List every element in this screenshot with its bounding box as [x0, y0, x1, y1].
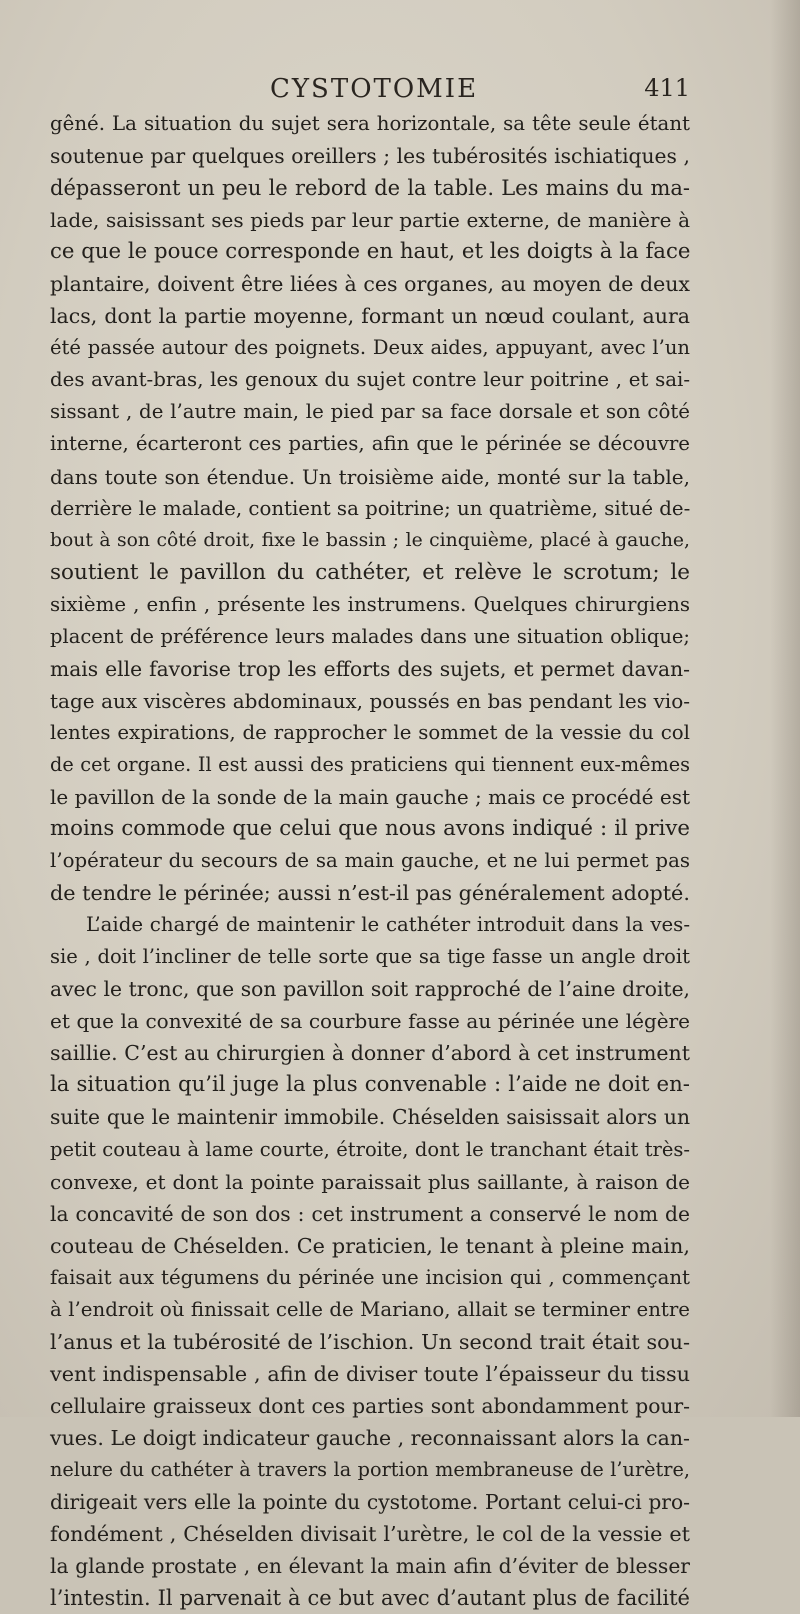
text-line: saillie. C’est au chirurgien à donner d’abord à cet instrument [50, 1041, 690, 1066]
running-title: CYSTOTOMIE [270, 74, 479, 104]
page-header [30, 74, 690, 110]
text-line: la situation qu’il juge la plus convenable : l’aide ne doit en- [50, 1072, 690, 1098]
text-line: dirigeait vers elle la pointe du cystotome. Portant celui-ci pro- [50, 1490, 690, 1515]
text-line: suite que le maintenir immobile. Chéselden saisissait alors un [50, 1105, 690, 1130]
text-line: été passée autour des poignets. Deux aides, appuyant, avec l’un [50, 336, 690, 360]
text-line: lentes expirations, de rapprocher le sommet de la vessie du col [50, 720, 690, 744]
text-line: nelure du cathéter à travers la portion membraneuse de l’urètre, [50, 1457, 690, 1481]
text-line: lade, saisissant ses pieds par leur partie externe, de manière à [50, 208, 690, 233]
text-line: vues. Le doigt indicateur gauche , reconnaissant alors la can- [50, 1425, 690, 1450]
text-line: l’anus et la tubérosité de l’ischion. Un second trait était sou- [50, 1329, 690, 1354]
text-line: moins commode que celui que nous avons indiqué : il prive [50, 816, 690, 842]
text-line: cellulaire graisseux dont ces parties sont abondamment pour- [50, 1393, 690, 1418]
text-line: l’opérateur du secours de sa main gauche, et ne lui permet pas [50, 849, 690, 873]
text-line: interne, écarteront ces parties, afin que le périnée se découvre [50, 432, 690, 456]
text-line: de cet organe. Il est aussi des praticiens qui tiennent eux-mêmes [50, 752, 690, 776]
text-line: le pavillon de la sonde de la main gauche ; mais ce procédé est [50, 784, 690, 809]
text-line: soutenue par quelques oreillers ; les tubérosités ischiatiques , [50, 144, 690, 169]
text-line: et que la convexité de sa courbure fasse au périnée une légère [50, 1009, 690, 1034]
text-line: plantaire, doivent être liées à ces organes, au moyen de deux [50, 272, 690, 297]
text-line: derrière le malade, contient sa poitrine; un quatrième, situé de- [50, 496, 691, 520]
text-line: convexe, et dont la pointe paraissait plus saillante, à raison de [50, 1169, 690, 1194]
text-line: des avant-bras, les genoux du sujet contre leur poitrine , et sai- [50, 368, 690, 392]
text-line: lacs, dont la partie moyenne, formant un nœud coulant, aura [50, 304, 690, 329]
text-line: couteau de Chéselden. Ce praticien, le tenant à pleine main, [50, 1233, 690, 1258]
text-line: de tendre le périnée; aussi n’est-il pas généralement adopté. [50, 881, 690, 906]
text-line: mais elle favorise trop les efforts des sujets, et permet davan- [50, 656, 690, 681]
page-edge-shadow [770, 0, 800, 1417]
text-line: dans toute son étendue. Un troisième aide, monté sur la table, [50, 464, 690, 489]
text-line: l’intestin. Il parvenait à ce but avec d’autant plus de facilité [50, 1586, 690, 1611]
text-line: tage aux viscères abdominaux, poussés en bas pendant les vio- [50, 688, 690, 713]
text-line: avec le tronc, que son pavillon soit rapproché de l’aine droite, [50, 977, 690, 1002]
text-line: petit couteau à lame courte, étroite, dont le tranchant était très- [50, 1137, 690, 1161]
text-line: gêné. La situation du sujet sera horizontale, sa tête seule étant [50, 112, 690, 135]
text-line: fondément , Chéselden divisait l’urètre, le col de la vessie et [50, 1522, 690, 1547]
text-line: faisait aux tégumens du périnée une incision qui , commençant [50, 1265, 690, 1289]
text-line: bout à son côté droit, fixe le bassin ; le cinquième, placé à gauche, [50, 529, 690, 551]
text-line: vent indispensable , afin de diviser toute l’épaisseur du tissu [50, 1361, 690, 1386]
text-line: à l’endroit où finissait celle de Mariano, allait se terminer entre [50, 1297, 690, 1321]
text-line: sie , doit l’incliner de telle sorte que sa tige fasse un angle droit [50, 945, 690, 969]
page-number: 411 [644, 74, 690, 102]
text-line: L’aide chargé de maintenir le cathéter introduit dans la ves- [86, 913, 690, 937]
text-line: sixième , enfin , présente les instrumens. Quelques chirurgiens [50, 592, 690, 616]
text-line: dépasseront un peu le rebord de la table. Les mains du ma- [50, 176, 690, 201]
text-line: sissant , de l’autre main, le pied par sa face dorsale et son côté [50, 400, 690, 424]
text-line: la concavité de son dos : cet instrument a conservé le nom de [50, 1201, 690, 1226]
text-line: ce que le pouce corresponde en haut, et les doigts à la face [50, 239, 691, 265]
text-line: soutient le pavillon du cathéter, et relève le scrotum; le [50, 559, 690, 585]
body-text [50, 108, 690, 1614]
text-line: la glande prostate , en élevant la main afin d’éviter de blesser [50, 1554, 690, 1579]
text-line: placent de préférence leurs malades dans une situation oblique; [50, 624, 690, 648]
